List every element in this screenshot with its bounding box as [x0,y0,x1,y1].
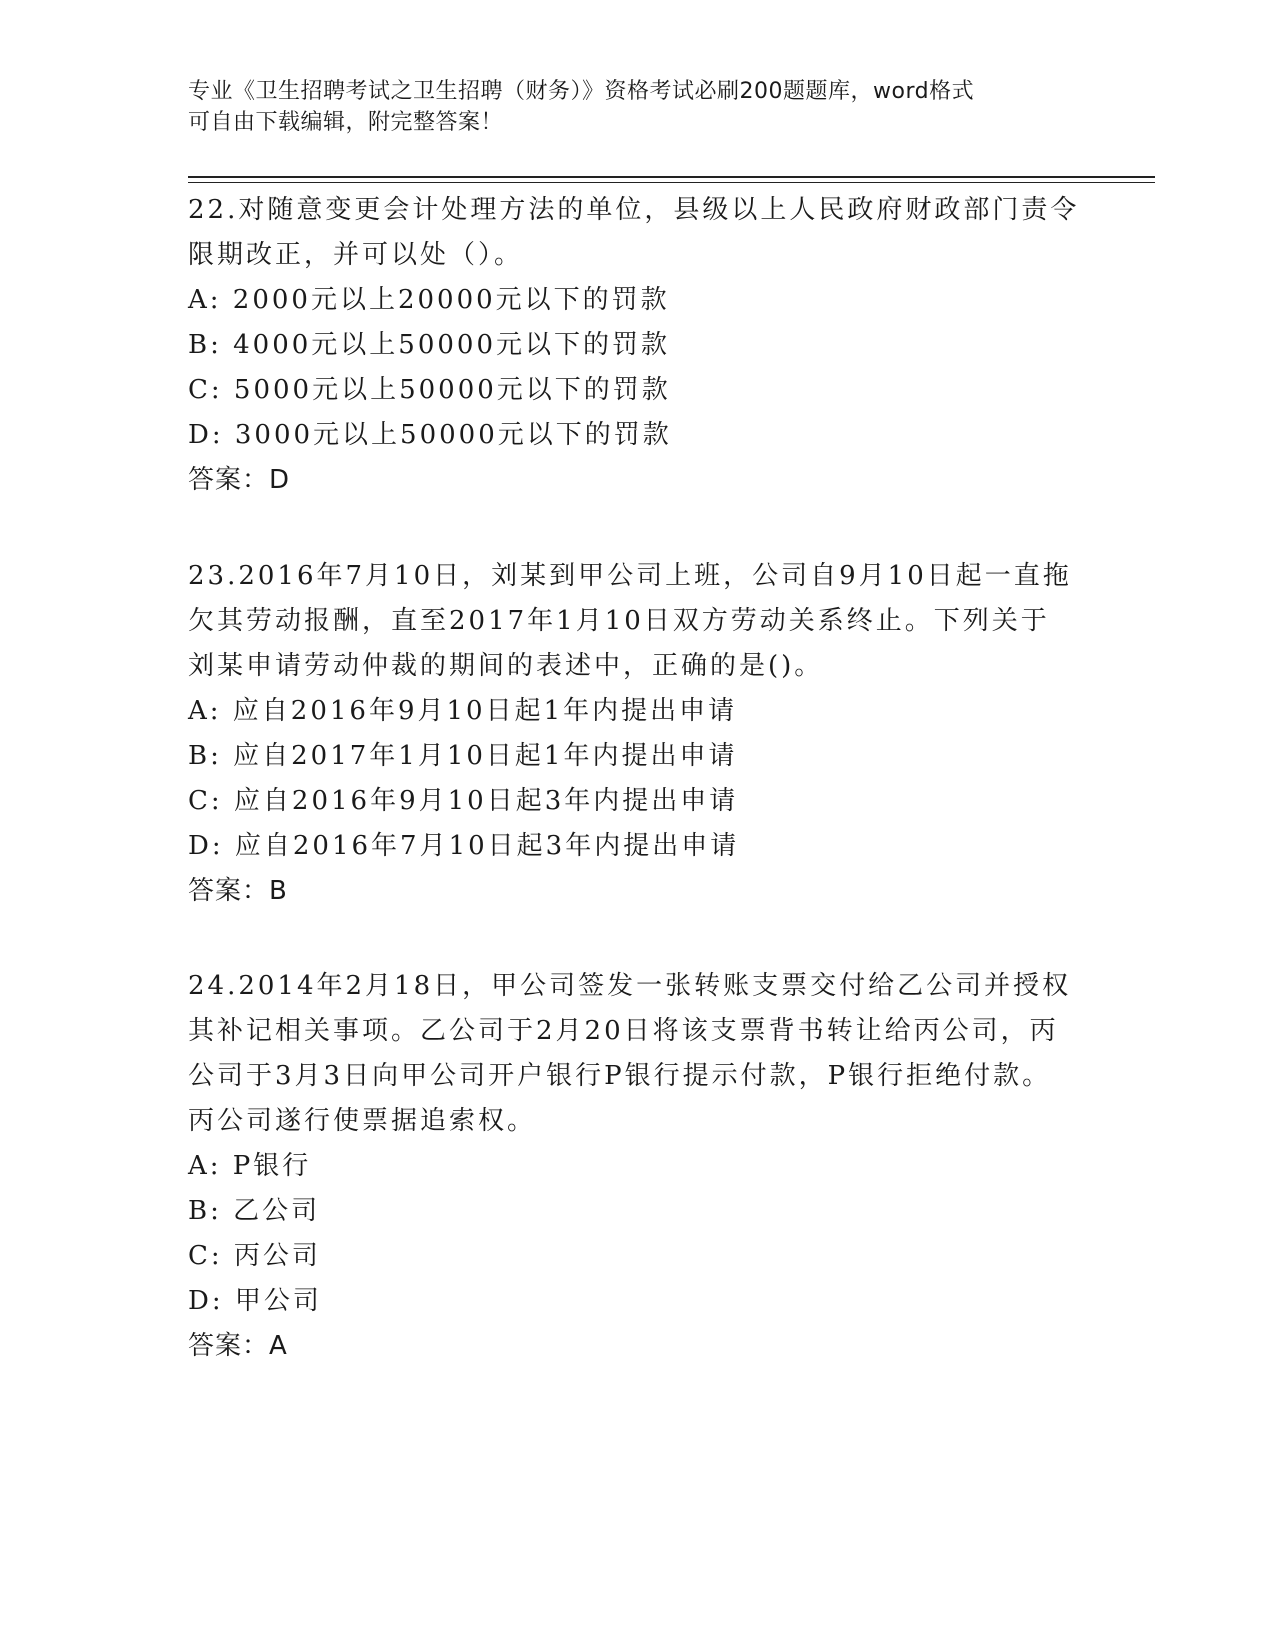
question-24 [188,964,1088,1369]
option-b: B: 应自2017年1月10日起1年内提出申请 [188,741,738,771]
question-stem-line: 公司于3月3日向甲公司开户银行P银行提示付款，P银行拒绝付款。 [188,1061,1052,1091]
question-stem-line: 22.对随意变更会计处理方法的单位，县级以上人民政府财政部门责令 [188,195,1080,225]
question-stem-line: 刘某申请劳动仲裁的期间的表述中，正确的是()。 [188,651,824,681]
question-stem-line: 丙公司遂行使票据追索权。 [188,1106,537,1136]
answer-line: 答案：B [188,876,288,906]
option-b: B: 乙公司 [188,1196,321,1226]
option-d: D: 应自2016年7月10日起3年内提出申请 [188,831,740,861]
question-23 [188,554,1088,914]
answer-line: 答案：A [188,1331,288,1361]
option-d: D: 甲公司 [188,1286,322,1316]
question-stem-line: 24.2014年2月18日，甲公司签发一张转账支票交付给乙公司并授权 [188,971,1072,1001]
question-stem-line: 其补记相关事项。乙公司于2月20日将该支票背书转让给丙公司，丙 [188,1016,1059,1046]
option-a: A: 应自2016年9月10日起1年内提出申请 [188,696,738,726]
answer-line: 答案：D [188,465,291,495]
question-22 [188,188,1088,503]
option-a: A: P银行 [188,1151,312,1181]
document-header [188,76,1088,138]
question-stem-line: 欠其劳动报酬，直至2017年1月10日双方劳动关系终止。下列关于 [188,606,1050,636]
option-c: C: 丙公司 [188,1241,321,1271]
question-stem-line: 限期改正，并可以处（）。 [188,240,524,270]
option-b: B: 4000元以上50000元以下的罚款 [188,330,671,360]
option-d: D: 3000元以上50000元以下的罚款 [188,420,672,450]
header-line-2: 可自由下载编辑，附完整答案！ [188,110,504,135]
header-line-1: 专业《卫生招聘考试之卫生招聘（财务）》资格考试必刷200题题库，word格式 [188,79,975,104]
option-c: C: 5000元以上50000元以下的罚款 [188,375,671,405]
question-stem-line: 23.2016年7月10日，刘某到甲公司上班，公司自9月10日起一直拖 [188,561,1072,591]
option-c: C: 应自2016年9月10日起3年内提出申请 [188,786,739,816]
header-divider-thin [188,182,1155,183]
header-divider [188,176,1155,178]
option-a: A: 2000元以上20000元以下的罚款 [188,285,670,315]
